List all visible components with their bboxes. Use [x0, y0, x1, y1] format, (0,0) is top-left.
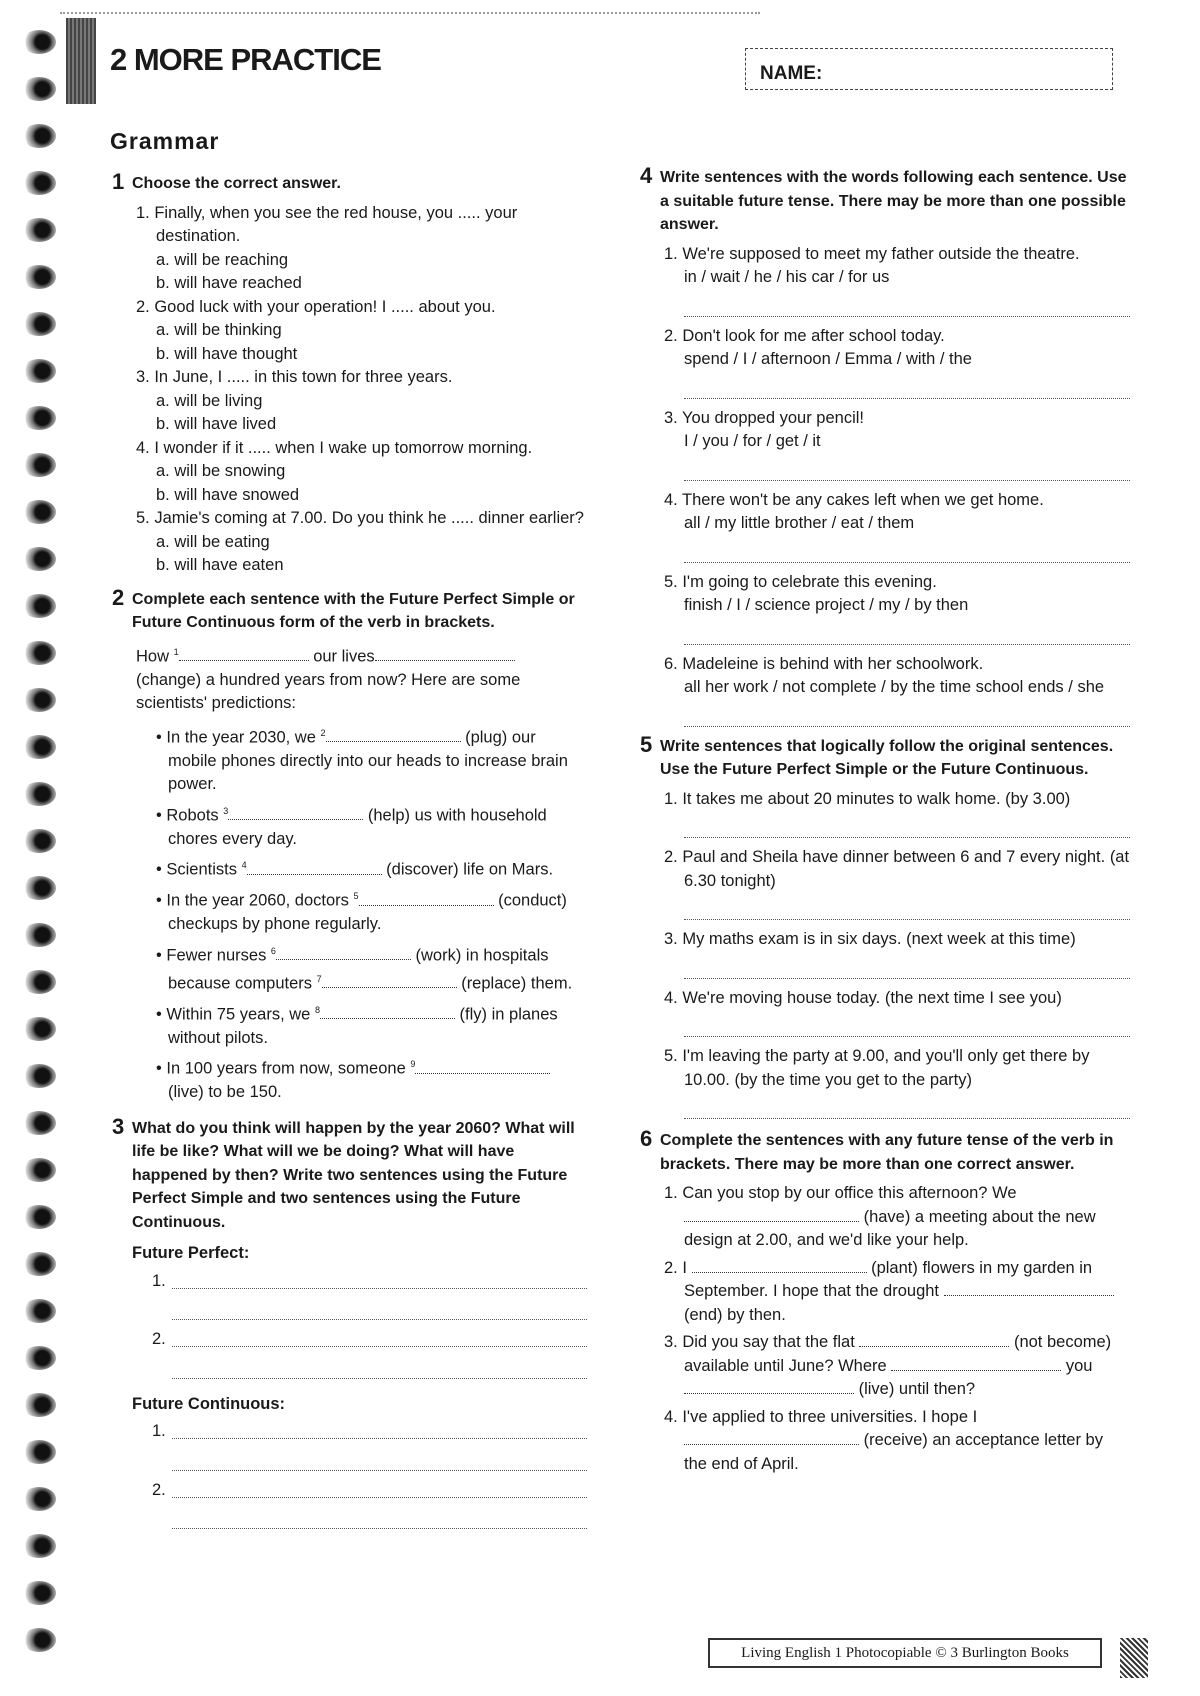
spiral-ring [22, 1487, 56, 1511]
answer-line[interactable] [684, 956, 1130, 979]
exercise-4 [640, 163, 1130, 727]
list-item: 1. Can you stop by our office this afternoon? We (have) a meeting about the new design at 2.00, and we'd like your help. [664, 1184, 1096, 1249]
blank-input[interactable] [891, 1358, 1061, 1371]
spiral-ring [22, 312, 56, 336]
left-column [112, 169, 587, 1537]
page-title: 2 MORE PRACTICE [110, 42, 381, 77]
option-b[interactable]: b. will have lived [156, 415, 277, 433]
blank-input[interactable] [322, 975, 457, 988]
blank-input[interactable] [320, 1006, 455, 1019]
spiral-ring [22, 876, 56, 900]
option-a[interactable]: a. will be living [156, 391, 263, 410]
gap-number: 3 [223, 805, 229, 816]
spiral-ring [22, 1581, 56, 1605]
answer-line[interactable] [684, 1096, 1130, 1119]
spiral-ring [22, 453, 56, 477]
gap-number: 9 [410, 1059, 416, 1069]
blank-input[interactable] [228, 807, 363, 820]
spiral-ring [22, 594, 56, 618]
spiral-ring [22, 970, 56, 994]
spiral-ring [22, 1628, 56, 1652]
prompt-sentence: 3. My maths exam is in six days. (next week at this time) [664, 930, 1076, 948]
footer-copyright: Living English 1 Photocopiable © 3 Burlington Books [708, 1638, 1102, 1668]
list-item: 3. Did you say that the flat (not become) available until June? Where you (live) until then? [664, 1333, 1112, 1398]
word-cues: finish / I / science project / my / by then [684, 596, 969, 614]
answer-line[interactable] [684, 622, 1130, 645]
word-cues: all her work / not complete / by the time school ends / she [684, 678, 1105, 696]
bullet-text: (live) to be 150. [168, 1083, 282, 1101]
prompt-sentence: 4. There won't be any cakes left when we get home. [664, 490, 1044, 509]
gap-number: 5 [353, 891, 359, 901]
spiral-ring [22, 688, 56, 712]
answer-line[interactable] [684, 376, 1130, 399]
option-b[interactable]: b. will have snowed [156, 485, 300, 504]
option-b[interactable]: b. will have reached [156, 274, 302, 292]
spiral-ring [22, 1440, 56, 1464]
word-cues: in / wait / he / his car / for us [684, 268, 890, 286]
section-heading: Grammar [110, 128, 220, 154]
answer-line[interactable] [684, 458, 1130, 481]
spiral-ring [22, 1252, 56, 1276]
prompt-sentence: 2. Don't look for me after school today. [664, 326, 945, 345]
bullet-text: (plug) our mobile phones directly into our heads to increase brain power. [168, 728, 568, 793]
spiral-ring [22, 406, 56, 430]
spiral-ring [22, 547, 56, 571]
bullet-text: In the year 2060, doctors [166, 891, 354, 910]
spiral-ring [22, 923, 56, 947]
spiral-ring [22, 359, 56, 383]
bullet-text: In 100 years from now, someone [166, 1059, 411, 1078]
gap-number: 8 [314, 1004, 320, 1015]
bullet-text: Scientists [166, 860, 242, 879]
blank-input[interactable] [692, 1260, 867, 1273]
spiral-ring [22, 265, 56, 289]
bullet-text: (fly) in planes without pilots. [168, 1005, 558, 1047]
answer-line[interactable] [172, 1448, 587, 1471]
answer-line[interactable] [684, 294, 1130, 317]
prediction-bullet: • Within 75 years, we $^8$ (fly) in planes without pilots. [156, 1004, 558, 1047]
spiral-ring [22, 500, 56, 524]
bullet-text: (discover) life on Mars. [381, 860, 554, 879]
blank-input[interactable] [415, 1061, 550, 1074]
unit-tab-marker [66, 18, 96, 104]
prompt-sentence: 5. I'm going to celebrate this evening. [664, 572, 937, 591]
bullet-text: (help) us with household chores every day. [168, 806, 547, 848]
bullet-text: (replace) them. [456, 974, 573, 992]
exercise-5 [640, 731, 1130, 1120]
blank-input[interactable] [684, 1381, 854, 1394]
bullet-text: Within 75 years, we [166, 1005, 315, 1023]
prediction-bullet: • Scientists $^4$ (discover) life on Mars. [156, 860, 554, 879]
answer-line[interactable] [684, 815, 1130, 838]
option-a[interactable]: a. will be eating [156, 532, 270, 551]
exercise-number: 4 [640, 163, 653, 188]
future-perfect-label: Future Perfect: [132, 1244, 250, 1262]
answer-line[interactable]: 2. [152, 1479, 587, 1503]
blank-input[interactable] [276, 947, 411, 960]
spiral-ring [22, 1299, 56, 1323]
gap-number: 7 [316, 973, 322, 984]
exercise-number: 5 [640, 731, 653, 757]
blank-input[interactable] [684, 1209, 859, 1222]
question: 4. I wonder if it ..... when I wake up tomorrow morning. [136, 438, 533, 457]
option-b[interactable]: b. will have thought [156, 344, 298, 363]
exercise-title: Write sentences with the words following each sentence. Use a suitable future tense. There may be more than one possible answer. [660, 169, 1127, 233]
exercise-3 [112, 1113, 587, 1530]
prediction-bullet: • In 100 years from now, someone $^9$ (live) to be 150. [152, 1053, 587, 1105]
top-dotted-rule [60, 12, 760, 14]
word-cues: all / my little brother / eat / them [684, 514, 915, 532]
prompt-sentence: 3. You dropped your pencil! [664, 408, 864, 427]
bullet-text: In the year 2030, we [166, 728, 321, 746]
option-a[interactable]: a. will be snowing [156, 462, 286, 480]
qr-code-icon [1120, 1638, 1148, 1678]
blank-input[interactable] [375, 648, 515, 661]
spiral-ring [22, 1158, 56, 1182]
answer-line[interactable]: 1. [152, 1420, 587, 1444]
word-cues: spend / I / afternoon / Emma / with / the [684, 350, 972, 368]
spiral-ring [22, 1534, 56, 1558]
prompt-sentence: 2. Paul and Sheila have dinner between 6 and 7 every night. (at 6.30 tonight) [664, 848, 1130, 890]
spiral-ring [22, 829, 56, 853]
blank-input[interactable] [179, 648, 309, 661]
spiral-ring [22, 124, 56, 148]
exercise-number: 6 [640, 1126, 653, 1151]
spiral-ring [22, 1393, 56, 1417]
exercise-title: What do you think will happen by the year 2060? What will life be like? What will we be doing? What will have happened by then? Write two sentences using the Future Perfect Simple and two sentences using the Future Continuous. [132, 1119, 575, 1231]
prediction-bullet: • Robots $^3$ (help) us with household chores every day. [156, 805, 547, 848]
prompt-sentence: 1. It takes me about 20 minutes to walk home. (by 3.00) [664, 789, 1071, 808]
spiral-ring [22, 782, 56, 806]
exercise-2 [112, 584, 587, 1105]
spiral-ring [22, 1111, 56, 1135]
blank-input[interactable] [859, 1334, 1009, 1347]
blank-input[interactable] [359, 893, 494, 906]
question: 5. Jamie's coming at 7.00. Do you think he ..... dinner earlier? [136, 509, 584, 527]
spiral-ring [22, 641, 56, 665]
prompt-sentence: 6. Madeleine is behind with her schoolwork. [664, 654, 984, 673]
answer-line[interactable] [684, 897, 1130, 920]
name-field[interactable] [745, 48, 1113, 90]
gap-number: 2 [320, 727, 326, 738]
bullet-text: Robots [166, 806, 224, 824]
answer-line[interactable] [684, 704, 1130, 727]
exercise-title: Choose the correct answer. [132, 175, 341, 192]
blank-input[interactable] [944, 1283, 1114, 1296]
answer-line[interactable]: 1. [152, 1270, 587, 1294]
bullet-text: (work) in hospitals because computers [168, 946, 549, 992]
option-a[interactable]: a. will be thinking [156, 321, 282, 339]
prompt-sentence: 4. We're moving house today. (the next time I see you) [664, 988, 1062, 1007]
exercise-number: 1 [112, 169, 125, 194]
exercise-title: Write sentences that logically follow the original sentences. Use the Future Perfect Simple or the Future Continuous. [660, 737, 1114, 778]
prediction-bullet: • In the year 2030, we $^2$ (plug) our mobile phones directly into our heads to increase brain power. [156, 727, 568, 793]
spiral-ring [22, 1064, 56, 1088]
exercise-number: 3 [112, 1113, 125, 1139]
list-item: 4. I've applied to three universities. I hope I (receive) an acceptance letter by the end of April. [664, 1407, 1103, 1473]
answer-line[interactable] [172, 1356, 587, 1379]
bullet-text: (conduct) checkups by phone regularly. [168, 891, 567, 933]
right-column [640, 163, 1130, 1476]
prediction-bullet: • Fewer nurses $^6$ (work) in hospitals because computers $^7$ (replace) them. [156, 945, 573, 992]
gap-number: 6 [270, 945, 276, 956]
answer-line[interactable] [172, 1506, 587, 1529]
blank-input[interactable] [247, 862, 382, 875]
spiral-ring [22, 1205, 56, 1229]
prediction-bullet: • In the year 2060, doctors $^5$ (conduct) checkups by phone regularly. [156, 891, 567, 933]
exercise-title: Complete the sentences with any future tense of the verb in brackets. There may be more than one correct answer. [660, 1132, 1114, 1173]
answer-line[interactable] [172, 1297, 587, 1320]
question: 1. Finally, when you see the red house, you ..... your destination. [136, 203, 518, 245]
bullet-text: Fewer nurses [166, 946, 271, 964]
spiral-ring [22, 1017, 56, 1041]
spiral-ring [22, 30, 56, 54]
question: 3. In June, I ..... in this town for three years. [136, 368, 453, 386]
word-cues: I / you / for / get / it [684, 432, 821, 450]
list-item: 2. I (plant) flowers in my garden in September. I hope that the drought (end) by then. [660, 1257, 1130, 1328]
spiral-ring [22, 218, 56, 242]
blank-input[interactable] [684, 1432, 859, 1445]
spiral-ring [22, 1346, 56, 1370]
spiral-ring [22, 77, 56, 101]
exercise-number: 2 [112, 584, 125, 610]
option-a[interactable]: a. will be reaching [156, 250, 289, 269]
future-continuous-label: Future Continuous: [132, 1394, 286, 1413]
prompt-sentence: 5. I'm leaving the party at 9.00, and you'll only get there by 10.00. (by the time you get to the party) [664, 1047, 1090, 1089]
spiral-binding [0, 20, 70, 1680]
spiral-ring [22, 171, 56, 195]
name-label: NAME: [760, 63, 823, 84]
answer-line[interactable] [684, 540, 1130, 563]
spiral-ring [22, 735, 56, 759]
blank-input[interactable] [326, 729, 461, 742]
prompt-sentence: 1. We're supposed to meet my father outside the theatre. [664, 244, 1080, 263]
exercise-1 [112, 169, 587, 578]
option-b[interactable]: b. will have eaten [156, 556, 284, 574]
exercise-title: Complete each sentence with the Future Perfect Simple or Future Continuous form of the verb in brackets. [132, 590, 575, 631]
exercise-intro: How $^1$ our lives (change) a hundred years from now? Here are some scientists' predictions: [136, 646, 521, 712]
question: 2. Good luck with your operation! I ..... about you. [136, 297, 496, 316]
gap-number: 4 [241, 860, 247, 870]
answer-line[interactable]: 2. [152, 1328, 587, 1352]
answer-line[interactable] [684, 1014, 1130, 1037]
exercise-6 [640, 1126, 1130, 1476]
